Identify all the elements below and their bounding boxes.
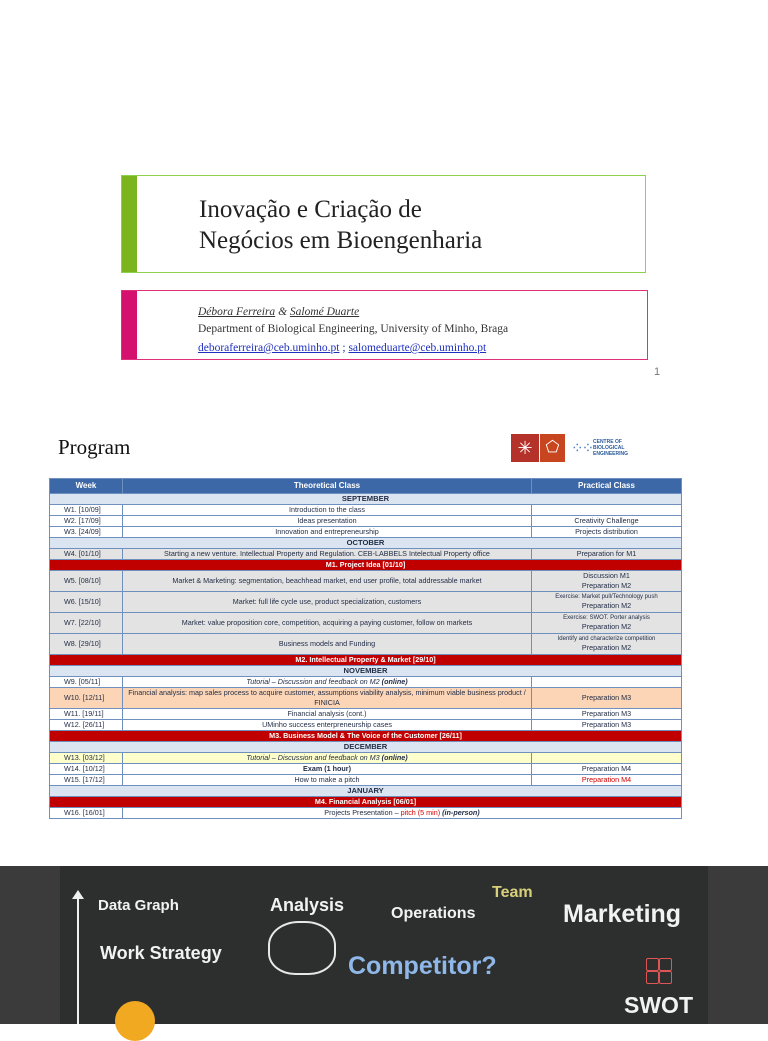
theory-cell: How to make a pitch: [123, 775, 532, 786]
milestone-row: [50, 655, 682, 666]
theory-cell: Financial analysis: map sales process to acquire customer, assumptions viability analysis, minimum viable business product / FINICIA: [123, 688, 532, 709]
month-row: [50, 666, 682, 677]
milestone-label: M1. Project Idea [01/10]: [50, 560, 682, 571]
theory-cell: Market: full life cycle use, product specialization, customers: [123, 592, 532, 613]
table-row: [50, 592, 682, 613]
word-work-strategy: Work Strategy: [100, 943, 222, 963]
theory-cell: UMinho success enterpreneurship cases: [123, 720, 532, 731]
word-analysis: Analysis: [270, 895, 345, 915]
month-label: DECEMBER: [50, 742, 682, 753]
theory-cell: Exam (1 hour): [123, 764, 532, 775]
authors: [198, 306, 359, 318]
ceb-logo-text: CENTRE OF BIOLOGICAL ENGINEERING: [593, 439, 629, 457]
word-competitor: Competitor?: [348, 952, 497, 980]
email-link-2[interactable]: salomeduarte@ceb.uminho.pt: [348, 342, 487, 354]
milestone-label: M2. Intellectual Property & Market [29/10]: [50, 655, 682, 666]
table-row: [50, 571, 682, 592]
month-row: [50, 538, 682, 549]
table-row: [50, 688, 682, 709]
word-operations: Operations: [391, 905, 476, 922]
chalkboard-image: [60, 866, 708, 1024]
practice-line: Exercise: Market pull/Technology push: [555, 594, 658, 601]
table-row: [50, 549, 682, 560]
milestone-label: M3. Business Model & The Voice of the Customer [26/11]: [50, 731, 682, 742]
practice-cell: Preparation M3: [532, 688, 682, 709]
theory-cell: Business models and Funding: [123, 634, 532, 655]
practice-cell: [532, 592, 682, 613]
header-week: Week: [50, 479, 123, 494]
slide-program: [0, 414, 768, 864]
table-row: [50, 709, 682, 720]
theory-cell: Market: value proposition core, competition, acquiring a paying customer, follow on markets: [123, 613, 532, 634]
email-link-1[interactable]: deboraferreira@ceb.uminho.pt: [198, 342, 340, 354]
table-row: [50, 634, 682, 655]
department: Department of Biological Engineering, University of Minho, Braga: [198, 323, 509, 335]
milestone-label: M4. Financial Analysis [06/01]: [50, 797, 682, 808]
theory-cell: Financial analysis (cont.): [123, 709, 532, 720]
practice-line: Discussion M1: [583, 571, 630, 581]
practice-cell: [532, 634, 682, 655]
practice-cell: Projects distribution: [532, 527, 682, 538]
table-row: [50, 753, 682, 764]
milestone-row: [50, 797, 682, 808]
theory-cell: Market & Marketing: segmentation, beachhead market, end user profile, total addressable market: [123, 571, 532, 592]
uminho-logo-icon: ✳: [511, 434, 539, 462]
table-row: [50, 775, 682, 786]
practice-line: Preparation M2: [581, 581, 632, 590]
program-title: Program: [58, 435, 131, 459]
month-label: OCTOBER: [50, 538, 682, 549]
lightbulb-sun-icon: [115, 1001, 155, 1041]
author-1[interactable]: Débora Ferreira: [198, 306, 276, 318]
practice-line: Preparation M2: [581, 622, 632, 632]
practice-cell: Preparation M3: [532, 720, 682, 731]
title-box: [121, 175, 646, 273]
email-separator: ;: [339, 342, 349, 354]
program-table: [49, 478, 682, 819]
week-cell: W3. [24/09]: [50, 527, 123, 538]
online-tag: (online): [381, 677, 408, 687]
engineering-logo-icon: ⬠: [540, 434, 565, 462]
month-label: JANUARY: [50, 786, 682, 797]
header-theoretical: Theoretical Class: [123, 479, 532, 494]
table-row: [50, 720, 682, 731]
swot-grid-icon: [646, 958, 672, 986]
table-row: [50, 808, 682, 819]
table-row: [50, 677, 682, 688]
table-row: [50, 527, 682, 538]
practice-cell: Preparation M3: [532, 709, 682, 720]
arrow-up-icon: [77, 898, 79, 1024]
word-swot: SWOT: [624, 992, 693, 1018]
tutorial-text: Tutorial – Discussion and feedback on M2: [246, 677, 382, 687]
practice-line: Preparation M2: [581, 643, 632, 653]
table-header-row: [50, 479, 682, 494]
week-cell: W16. [16/01]: [50, 808, 123, 819]
brain-icon: [268, 921, 336, 975]
month-label: NOVEMBER: [50, 666, 682, 677]
practice-cell: Preparation M4: [532, 764, 682, 775]
practice-cell: [532, 753, 682, 764]
page-number: 1: [654, 366, 661, 378]
in-person-tag: (in-person): [440, 808, 480, 818]
practice-line: Identify and characterize competition: [557, 636, 656, 643]
table-row: [50, 764, 682, 775]
theory-cell: [123, 753, 532, 764]
week-cell: W6. [15/10]: [50, 592, 123, 613]
slide-chalkboard: [0, 866, 768, 1024]
month-row: [50, 742, 682, 753]
table-row: [50, 505, 682, 516]
week-cell: W13. [03/12]: [50, 753, 123, 764]
slide-title: [0, 0, 768, 414]
tutorial-text: Tutorial – Discussion and feedback on M3: [246, 753, 382, 763]
week-cell: W10. [12/11]: [50, 688, 123, 709]
word-data-graph: Data Graph: [98, 897, 179, 914]
week-cell: W2. [17/09]: [50, 516, 123, 527]
practice-cell: [532, 571, 682, 592]
author-box: [121, 290, 648, 360]
milestone-row: [50, 560, 682, 571]
ceb-dots-icon: ⁘⁘: [571, 440, 593, 457]
word-team: Team: [492, 884, 533, 901]
table-row: [50, 516, 682, 527]
emails: [198, 342, 486, 354]
author-accent-bar: [122, 291, 137, 359]
word-marketing: Marketing: [563, 900, 682, 928]
theory-cell: Ideas presentation: [123, 516, 532, 527]
practice-line: Preparation M2: [581, 601, 632, 611]
week-cell: W7. [22/10]: [50, 613, 123, 634]
theory-cell: Introduction to the class: [123, 505, 532, 516]
pitch-text: pitch (5 min): [400, 808, 441, 818]
practice-cell: Preparation M4: [532, 775, 682, 786]
course-title: Inovação e Criação de Negócios em Bioengenharia: [199, 196, 483, 254]
practice-cell: [532, 505, 682, 516]
author-separator: &: [275, 306, 290, 318]
week-cell: W12. [26/11]: [50, 720, 123, 731]
author-2[interactable]: Salomé Duarte: [289, 306, 360, 318]
practice-cell: [532, 613, 682, 634]
week-cell: W14. [10/12]: [50, 764, 123, 775]
week-cell: W8. [29/10]: [50, 634, 123, 655]
theory-cell: [123, 808, 682, 819]
title-accent-bar: [122, 176, 137, 272]
theory-cell: Starting a new venture. Intellectual Property and Regulation. CEB-LABBELS Intelectual Property office: [123, 549, 532, 560]
week-cell: W11. [19/11]: [50, 709, 123, 720]
week-cell: W15. [17/12]: [50, 775, 123, 786]
week-cell: W4. [01/10]: [50, 549, 123, 560]
theory-cell: [123, 677, 532, 688]
week-cell: W5. [08/10]: [50, 571, 123, 592]
table-row: [50, 613, 682, 634]
month-label: SEPTEMBER: [50, 494, 682, 505]
practice-cell: [532, 677, 682, 688]
header-practical: Practical Class: [532, 479, 682, 494]
practice-cell: Creativity Challenge: [532, 516, 682, 527]
month-row: [50, 786, 682, 797]
online-tag: (online): [381, 753, 408, 763]
practice-line: Exercise: SWOT. Porter analysis: [563, 615, 650, 622]
week-cell: W1. [10/09]: [50, 505, 123, 516]
week-cell: W9. [05/11]: [50, 677, 123, 688]
presentation-text: Projects Presentation –: [324, 808, 401, 818]
theory-cell: Innovation and entrepreneurship: [123, 527, 532, 538]
month-row: [50, 494, 682, 505]
ceb-logo: [571, 436, 635, 460]
practice-cell: Preparation for M1: [532, 549, 682, 560]
milestone-row: [50, 731, 682, 742]
